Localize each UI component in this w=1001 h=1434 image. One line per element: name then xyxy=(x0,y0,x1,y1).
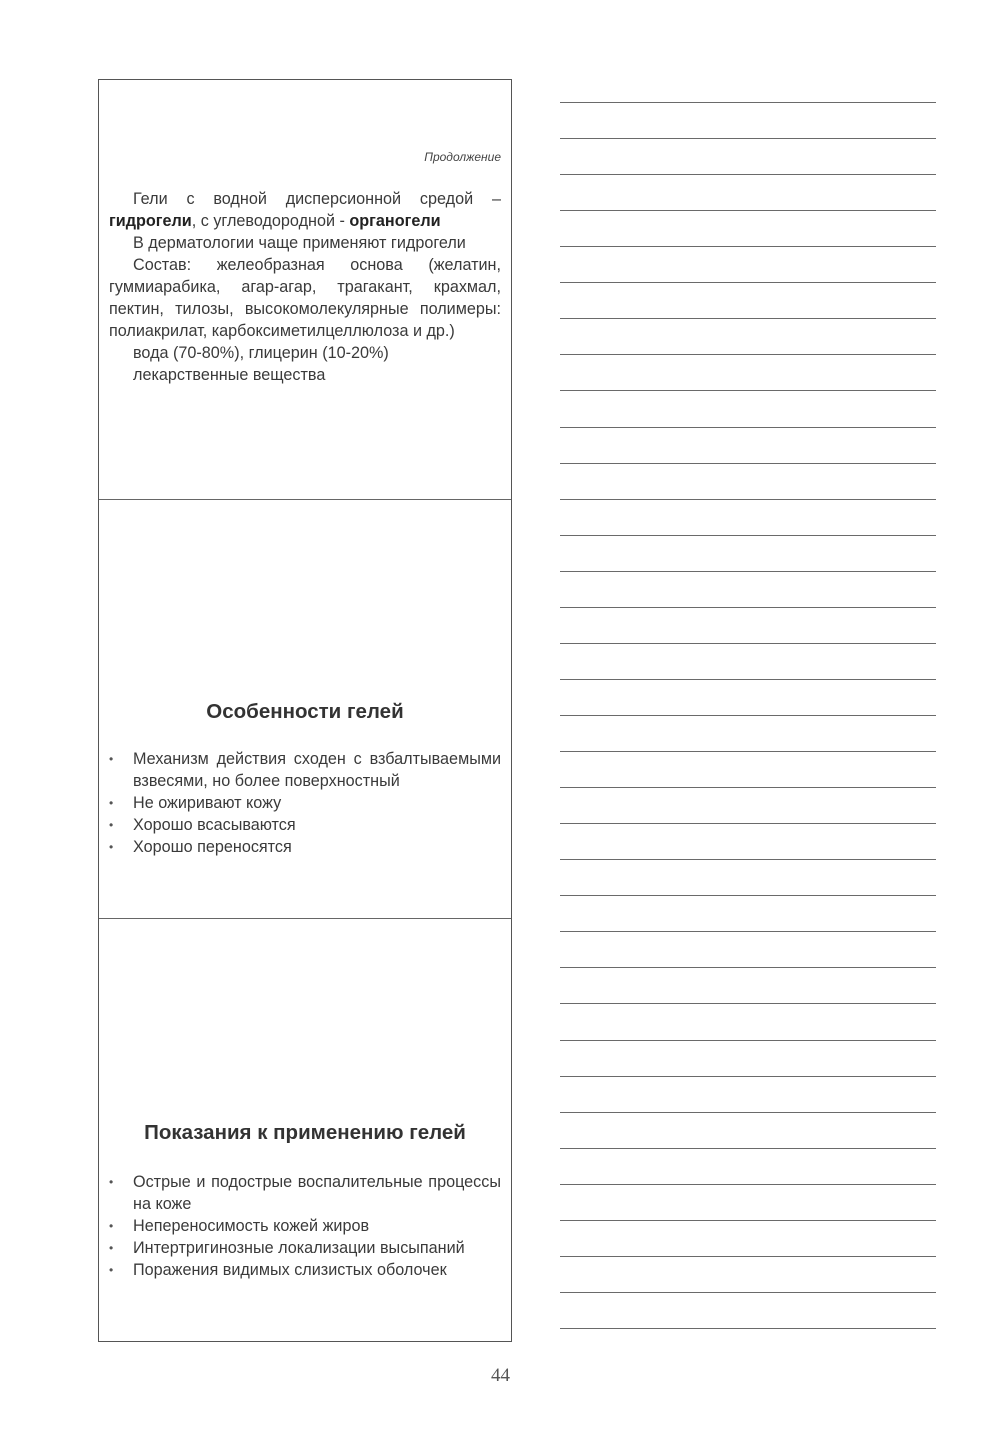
slide-gel-indications xyxy=(99,919,511,1341)
list-item xyxy=(109,1171,501,1215)
page-number: 44 xyxy=(491,1365,510,1386)
ruled-line xyxy=(560,246,936,247)
bullet-list xyxy=(109,748,501,858)
ruled-line xyxy=(560,679,936,680)
ruled-line xyxy=(560,535,936,536)
text-fragment: , с углеводородной - xyxy=(191,212,350,230)
ruled-line xyxy=(560,571,936,572)
list-item-text: Хорошо всасываются xyxy=(133,816,296,834)
list-item xyxy=(109,748,501,792)
ruled-line xyxy=(560,607,936,608)
slide-title: Особенности гелей xyxy=(206,700,404,723)
list-item-text: Непереносимость кожей жиров xyxy=(133,1217,370,1235)
ruled-line xyxy=(560,643,936,644)
bullet-icon: • xyxy=(109,818,114,832)
list-item xyxy=(109,814,501,836)
ruled-line xyxy=(560,787,936,788)
bullet-list xyxy=(109,1171,501,1281)
ruled-line xyxy=(560,1112,936,1113)
ruled-line xyxy=(560,931,936,932)
continuation-label: Продолжение xyxy=(424,150,501,164)
ruled-line xyxy=(560,1040,936,1041)
ruled-line xyxy=(560,282,936,283)
ruled-line xyxy=(560,1184,936,1185)
slide-title: Показания к применению гелей xyxy=(144,1121,466,1144)
ruled-line xyxy=(560,751,936,752)
list-item xyxy=(109,1237,501,1259)
bullet-icon: • xyxy=(109,1263,114,1277)
ruled-line xyxy=(560,1292,936,1293)
ruled-line xyxy=(560,427,936,428)
ruled-line xyxy=(560,390,936,391)
list-item-text: Поражения видимых слизистых оболочек xyxy=(133,1261,447,1279)
text-fragment: Гели с водной дисперсионной средой – xyxy=(133,190,501,208)
ruled-line xyxy=(560,102,936,103)
bullet-icon: • xyxy=(109,1219,114,1233)
ruled-line xyxy=(560,174,936,175)
slide-gel-features xyxy=(99,500,511,919)
ruled-line xyxy=(560,1076,936,1077)
ruled-line xyxy=(560,1148,936,1149)
ruled-line xyxy=(560,823,936,824)
list-item-text: Интертригинозные локализации высыпаний xyxy=(133,1239,465,1257)
ruled-line xyxy=(560,354,936,355)
slides-column xyxy=(98,79,512,1342)
ruled-line xyxy=(560,1256,936,1257)
bullet-icon: • xyxy=(109,752,114,766)
ruled-line xyxy=(560,499,936,500)
drugs-line: лекарственные вещества xyxy=(133,366,326,384)
ruled-line xyxy=(560,463,936,464)
gel-types-paragraph xyxy=(109,188,501,232)
list-item-text: Механизм действия сходен с взбалтываемыми взвесями, но более поверхностный xyxy=(133,750,501,790)
ruled-line xyxy=(560,1328,936,1329)
bullet-icon: • xyxy=(109,1241,114,1255)
list-item xyxy=(109,1215,501,1237)
term-organogels: органогели xyxy=(349,212,441,230)
ruled-line xyxy=(560,1003,936,1004)
ruled-line xyxy=(560,318,936,319)
ruled-line xyxy=(560,1220,936,1221)
list-item xyxy=(109,1259,501,1281)
slide-gel-types xyxy=(99,80,511,500)
notes-ruled-lines xyxy=(560,0,936,1434)
list-item-text: Острые и подострые воспалительные процессы на коже xyxy=(133,1173,501,1213)
water-glycerin-line: вода (70-80%), глицерин (10-20%) xyxy=(133,344,389,362)
slide-body xyxy=(109,188,501,386)
ruled-line xyxy=(560,859,936,860)
ruled-line xyxy=(560,210,936,211)
ruled-line xyxy=(560,967,936,968)
ruled-line xyxy=(560,715,936,716)
list-item xyxy=(109,836,501,858)
bullet-icon: • xyxy=(109,840,114,854)
list-item xyxy=(109,792,501,814)
ruled-line xyxy=(560,138,936,139)
dermatology-paragraph: В дерматологии чаще применяют гидрогели xyxy=(133,234,466,252)
ruled-line xyxy=(560,895,936,896)
bullet-icon: • xyxy=(109,796,114,810)
list-item-text: Хорошо переносятся xyxy=(133,838,292,856)
list-item-text: Не ожиривают кожу xyxy=(133,794,282,812)
term-hydrogels: гидрогели xyxy=(109,212,192,230)
bullet-icon: • xyxy=(109,1175,114,1189)
composition-paragraph: Состав: желеобразная основа (желатин, гуммиарабика, агар-агар, трагакант, крахмал, пектин, тилозы, высокомолекулярные полимеры: полиакрилат, карбоксиметилцеллюлоза и др.) xyxy=(109,256,501,340)
